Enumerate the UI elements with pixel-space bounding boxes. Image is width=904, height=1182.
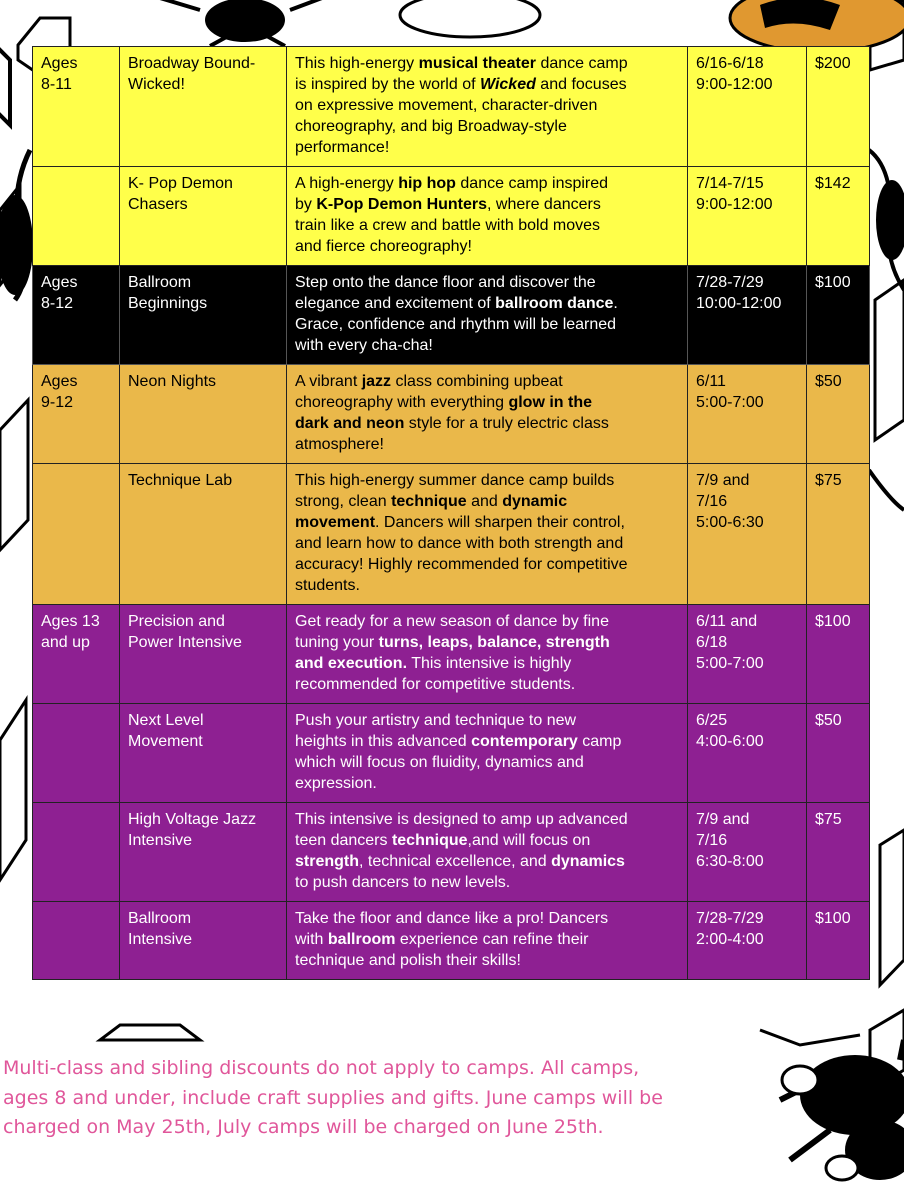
age-cell: [33, 167, 120, 266]
description-line: [295, 575, 679, 596]
description-line: [295, 434, 679, 455]
dates-cell: [688, 902, 807, 980]
emphasis-text: and execution.: [295, 655, 408, 672]
description-cell: [287, 704, 688, 803]
camp-name-cell: [120, 47, 287, 167]
camp-row: [33, 266, 870, 365]
description-text: . Dancers will sharpen their control,: [375, 514, 625, 531]
description-text: and: [466, 493, 503, 510]
description-cell: [287, 47, 688, 167]
emphasis-text: technique: [391, 493, 467, 510]
date-line: 5:00-6:30: [696, 514, 764, 531]
note-line: charged on May 25th, July camps will be charged on June 25th.: [3, 1116, 604, 1138]
price-cell: $100: [807, 605, 870, 704]
camp-row: [33, 464, 870, 605]
description-text: This high-energy summer dance camp builds: [295, 472, 615, 489]
date-line: 7/28-7/29: [696, 910, 764, 927]
date-line: 6/25: [696, 712, 728, 729]
name-line: Broadway Bound-: [128, 55, 256, 72]
description-text: Push your artistry and technique to new: [295, 712, 577, 729]
price-cell: $75: [807, 464, 870, 605]
description-text: Step onto the dance floor and discover the: [295, 274, 596, 291]
age-cell: [33, 803, 120, 902]
camp-name-cell: [120, 902, 287, 980]
description-text: on expressive movement, character-driven: [295, 97, 598, 114]
description-line: [295, 632, 679, 653]
emphasis-text: K-Pop Demon Hunters: [316, 196, 488, 213]
note-line: ages 8 and under, include craft supplies and gifts. June camps will be: [3, 1086, 663, 1109]
name-line: Technique Lab: [128, 472, 233, 489]
description-text: recommended for competitive students.: [295, 676, 576, 693]
description-text: experience can refine their: [395, 931, 589, 948]
name-line: Intensive: [128, 832, 193, 849]
description-text: This intensive is highly: [407, 655, 572, 672]
description-text: , where dancers: [487, 196, 601, 213]
emphasis-text: turns, leaps, balance, strength: [378, 634, 610, 651]
description-text: and learn how to dance with both strength and: [295, 535, 624, 552]
age-cell: [33, 266, 120, 365]
age-cell: [33, 704, 120, 803]
age-line: Ages 13: [41, 613, 100, 630]
description-line: [295, 335, 679, 356]
camp-row: [33, 47, 870, 167]
description-line: [295, 533, 679, 554]
camps-table: [32, 46, 870, 980]
note-line: Multi-class and sibling discounts do not apply to camps. All camps,: [3, 1057, 640, 1079]
discount-note: [3, 1054, 723, 1143]
description-line: [295, 74, 679, 95]
date-line: 6/11 and: [696, 613, 758, 630]
name-line: Neon Nights: [128, 373, 217, 390]
description-text: style for a truly electric class: [404, 415, 609, 432]
description-line: [295, 674, 679, 695]
description-line: [295, 413, 679, 434]
description-text: elegance and excitement of: [295, 295, 496, 312]
age-line: Ages: [41, 55, 78, 72]
emphasis-text: musical theater: [418, 55, 537, 72]
name-line: Movement: [128, 733, 203, 750]
price-cell: $100: [807, 266, 870, 365]
camp-name-cell: [120, 266, 287, 365]
emphasis-text: Wicked: [479, 76, 536, 93]
description-line: [295, 554, 679, 575]
date-line: 7/16: [696, 832, 728, 849]
name-line: Intensive: [128, 931, 193, 948]
description-line: [295, 173, 679, 194]
description-text: ,and will focus on: [467, 832, 591, 849]
age-cell: [33, 605, 120, 704]
date-line: 7/28-7/29: [696, 274, 764, 291]
camp-name-cell: [120, 167, 287, 266]
description-text: choreography with everything: [295, 394, 509, 411]
age-cell: [33, 47, 120, 167]
name-line: Power Intensive: [128, 634, 242, 651]
emphasis-text: technique: [391, 832, 468, 849]
description-cell: [287, 167, 688, 266]
name-line: Next Level: [128, 712, 204, 729]
description-line: [295, 116, 679, 137]
date-line: 10:00-12:00: [696, 295, 782, 312]
camp-row: [33, 605, 870, 704]
emphasis-text: glow in the: [508, 394, 592, 411]
camp-name-cell: [120, 704, 287, 803]
description-text: Take the floor and dance like a pro! Dancers: [295, 910, 609, 927]
date-line: 2:00-4:00: [696, 931, 764, 948]
dates-cell: [688, 266, 807, 365]
name-line: Ballroom: [128, 910, 192, 927]
name-line: Beginnings: [128, 295, 208, 312]
date-line: 5:00-7:00: [696, 655, 764, 672]
emphasis-text: dynamic: [502, 493, 568, 510]
name-line: K- Pop Demon: [128, 175, 233, 192]
emphasis-text: ballroom dance: [495, 295, 614, 312]
description-text: strong, clean: [295, 493, 392, 510]
price-cell: $100: [807, 902, 870, 980]
name-line: Wicked!: [128, 76, 185, 93]
description-text: A vibrant: [295, 373, 362, 390]
emphasis-text: ballroom: [327, 931, 396, 948]
description-line: [295, 653, 679, 674]
age-line: Ages: [41, 274, 78, 291]
description-line: [295, 272, 679, 293]
age-line: 8-12: [41, 295, 74, 312]
description-text: and focuses: [535, 76, 627, 93]
description-text: , technical excellence, and: [359, 853, 552, 870]
description-text: expression.: [295, 775, 377, 792]
description-cell: [287, 605, 688, 704]
description-line: [295, 215, 679, 236]
description-line: [295, 851, 679, 872]
description-line: [295, 752, 679, 773]
description-line: [295, 512, 679, 533]
description-line: [295, 830, 679, 851]
description-line: [295, 371, 679, 392]
description-line: [295, 809, 679, 830]
description-text: by: [295, 196, 317, 213]
description-cell: [287, 365, 688, 464]
description-text: dance camp inspired: [455, 175, 609, 192]
camp-row: [33, 704, 870, 803]
age-line: and up: [41, 634, 90, 651]
age-line: 8-11: [41, 76, 72, 93]
description-text: students.: [295, 577, 360, 594]
description-line: [295, 470, 679, 491]
dates-cell: [688, 803, 807, 902]
name-line: Precision and: [128, 613, 225, 630]
price-cell: $50: [807, 704, 870, 803]
price-cell: $142: [807, 167, 870, 266]
date-line: 9:00-12:00: [696, 196, 773, 213]
description-text: with: [295, 931, 328, 948]
description-text: accuracy! Highly recommended for competitive: [295, 556, 628, 573]
name-line: High Voltage Jazz: [128, 811, 257, 828]
description-text: technique and polish their skills!: [295, 952, 521, 969]
description-line: [295, 950, 679, 971]
price-cell: $75: [807, 803, 870, 902]
emphasis-text: jazz: [361, 373, 392, 390]
description-text: train like a crew and battle with bold moves: [295, 217, 601, 234]
description-line: [295, 491, 679, 512]
age-cell: [33, 902, 120, 980]
date-line: 5:00-7:00: [696, 394, 764, 411]
description-line: [295, 710, 679, 731]
description-text: performance!: [295, 139, 390, 156]
emphasis-text: movement: [295, 514, 376, 531]
dates-cell: [688, 167, 807, 266]
description-text: atmosphere!: [295, 436, 384, 453]
emphasis-text: strength: [295, 853, 359, 870]
dates-cell: [688, 47, 807, 167]
camp-name-cell: [120, 464, 287, 605]
description-line: [295, 236, 679, 257]
name-line: Chasers: [128, 196, 188, 213]
date-line: 7/9 and: [696, 472, 750, 489]
description-text: This high-energy: [295, 55, 419, 72]
age-cell: [33, 365, 120, 464]
description-line: [295, 908, 679, 929]
description-cell: [287, 803, 688, 902]
description-cell: [287, 464, 688, 605]
description-text: dance camp: [536, 55, 628, 72]
description-line: [295, 611, 679, 632]
description-text: heights in this advanced: [295, 733, 472, 750]
description-line: [295, 95, 679, 116]
date-line: 9:00-12:00: [696, 76, 773, 93]
description-line: [295, 293, 679, 314]
price-cell: $200: [807, 47, 870, 167]
description-text: camp: [577, 733, 622, 750]
description-line: [295, 53, 679, 74]
description-text: choreography, and big Broadway-style: [295, 118, 567, 135]
camp-row: [33, 365, 870, 464]
description-line: [295, 194, 679, 215]
date-line: 7/16: [696, 493, 728, 510]
description-text: which will focus on fluidity, dynamics and: [295, 754, 584, 771]
description-text: teen dancers: [295, 832, 392, 849]
emphasis-text: contemporary: [471, 733, 578, 750]
emphasis-text: dynamics: [551, 853, 625, 870]
date-line: 7/14-7/15: [696, 175, 764, 192]
description-line: [295, 731, 679, 752]
name-line: Ballroom: [128, 274, 192, 291]
date-line: 6/18: [696, 634, 728, 651]
dates-cell: [688, 605, 807, 704]
description-text: tuning your: [295, 634, 379, 651]
description-text: Grace, confidence and rhythm will be learned: [295, 316, 617, 333]
age-cell: [33, 464, 120, 605]
description-text: This intensive is designed to amp up advanced: [295, 811, 628, 828]
camp-row: [33, 902, 870, 980]
price-cell: $50: [807, 365, 870, 464]
description-cell: [287, 902, 688, 980]
camp-name-cell: [120, 803, 287, 902]
emphasis-text: dark and neon: [295, 415, 405, 432]
description-text: Get ready for a new season of dance by fine: [295, 613, 609, 630]
emphasis-text: hip hop: [398, 175, 456, 192]
description-text: and fierce choreography!: [295, 238, 472, 255]
age-line: Ages: [41, 373, 78, 390]
description-line: [295, 137, 679, 158]
camp-row: [33, 803, 870, 902]
description-line: [295, 929, 679, 950]
date-line: 6/11: [696, 373, 726, 390]
description-text: .: [613, 295, 618, 312]
description-text: with every cha-cha!: [295, 337, 433, 354]
date-line: 6:30-8:00: [696, 853, 764, 870]
description-line: [295, 872, 679, 893]
dates-cell: [688, 704, 807, 803]
date-line: 6/16-6/18: [696, 55, 764, 72]
dates-cell: [688, 365, 807, 464]
camp-name-cell: [120, 605, 287, 704]
description-text: A high-energy: [295, 175, 399, 192]
age-line: 9-12: [41, 394, 74, 411]
description-text: class combining upbeat: [391, 373, 563, 390]
camp-row: [33, 167, 870, 266]
description-line: [295, 392, 679, 413]
date-line: 7/9 and: [696, 811, 750, 828]
description-line: [295, 773, 679, 794]
description-text: is inspired by the world of: [295, 76, 480, 93]
dates-cell: [688, 464, 807, 605]
description-line: [295, 314, 679, 335]
date-line: 4:00-6:00: [696, 733, 764, 750]
description-text: to push dancers to new levels.: [295, 874, 511, 891]
description-cell: [287, 266, 688, 365]
camp-name-cell: [120, 365, 287, 464]
